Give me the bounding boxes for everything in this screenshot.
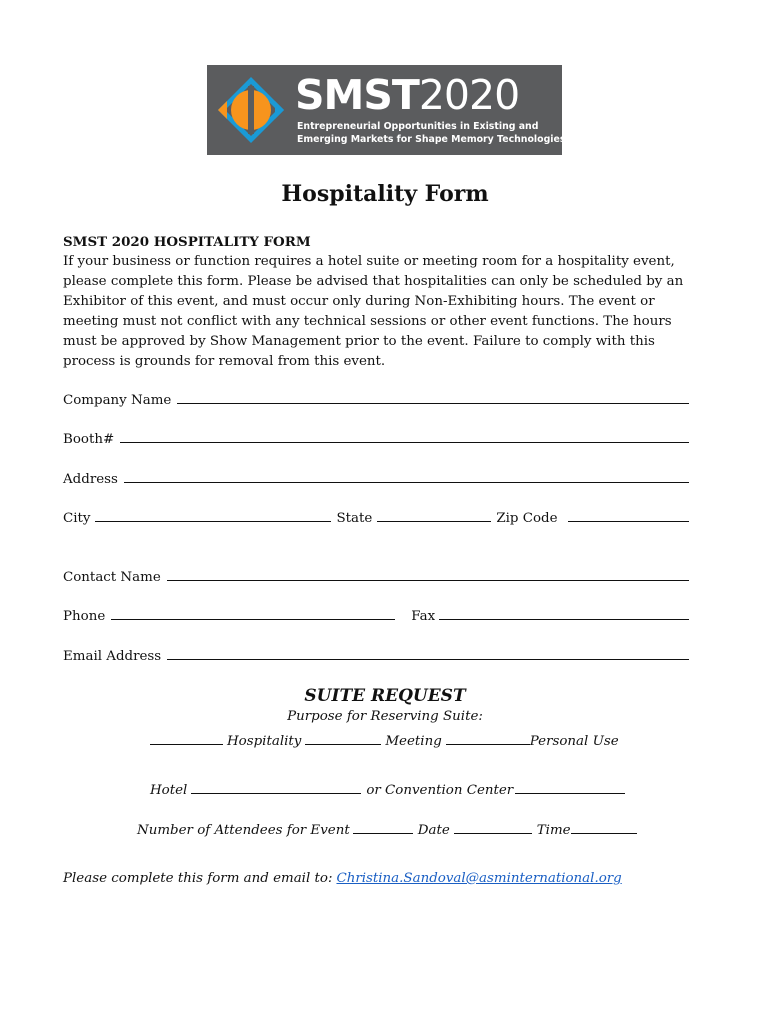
intro-line: Exhibitor of this event, and must occur only during Non-Exhibiting hours. The event or [63, 294, 655, 309]
purpose-options-row [150, 729, 619, 749]
logo-tagline [297, 120, 565, 146]
date-field[interactable] [454, 833, 532, 834]
hotel-row [150, 778, 625, 798]
date-label: Date [417, 823, 450, 838]
personal-use-field[interactable] [446, 744, 530, 745]
logo-title: SMST2020 [295, 71, 520, 119]
fax-field[interactable] [439, 619, 689, 620]
contact-name-field[interactable] [167, 580, 689, 581]
time-field[interactable] [571, 833, 637, 834]
meeting-field[interactable] [305, 744, 381, 745]
hotel-field[interactable] [191, 793, 361, 794]
logo-tagline-line-2: Emerging Markets for Shape Memory Technologies [297, 134, 566, 145]
phone-fax-row [63, 604, 689, 624]
purpose-label: Purpose for Reserving Suite: [287, 709, 483, 724]
contact-email-link[interactable]: Christina.Sandoval@asminternational.org [336, 871, 622, 886]
address-row [63, 467, 689, 487]
city-state-zip-row [63, 506, 689, 526]
state-field[interactable] [377, 521, 491, 522]
fax-label: Fax [411, 609, 436, 624]
time-label: Time [536, 823, 571, 838]
intro-line: If your business or function requires a hotel suite or meeting room for a hospitality event, [63, 254, 675, 269]
email-address-label: Email Address [63, 649, 162, 664]
attendees-label: Number of Attendees for Event [137, 823, 350, 838]
logo-tagline-line-1: Entrepreneurial Opportunities in Existing and [297, 121, 539, 132]
booth-label: Booth# [63, 432, 115, 447]
company-name-row [63, 388, 689, 408]
footer-row [63, 866, 622, 886]
attendees-field[interactable] [353, 833, 413, 834]
intro-line: process is grounds for removal from this event. [63, 354, 386, 369]
city-label: City [63, 511, 91, 526]
contact-name-label: Contact Name [63, 570, 161, 585]
footer-text: Please complete this form and email to: [63, 871, 333, 886]
hospitality-label: Hospitality [227, 734, 302, 749]
email-address-row [63, 644, 689, 664]
company-name-label: Company Name [63, 393, 172, 408]
city-field[interactable] [95, 521, 331, 522]
phone-field[interactable] [111, 619, 395, 620]
suite-request-title: SUITE REQUEST [304, 686, 466, 706]
address-field[interactable] [124, 482, 689, 483]
contact-name-row [63, 565, 689, 585]
zip-code-label: Zip Code [496, 511, 558, 526]
meeting-label: Meeting [385, 734, 442, 749]
logo-emblem-icon [215, 74, 287, 146]
intro-paragraph [63, 232, 713, 372]
company-name-field[interactable] [177, 403, 689, 404]
intro-heading: SMST 2020 HOSPITALITY FORM [63, 234, 311, 250]
state-label: State [336, 511, 373, 526]
intro-line: must be approved by Show Management prior to the event. Failure to comply with this [63, 334, 655, 349]
page-title: Hospitality Form [281, 181, 489, 207]
smst-logo [207, 65, 566, 155]
phone-label: Phone [63, 609, 106, 624]
address-label: Address [63, 472, 118, 487]
intro-line: meeting must not conflict with any technical sessions or other event functions. The hours [63, 314, 672, 329]
personal-use-label: Personal Use [529, 734, 619, 749]
intro-line: please complete this form. Please be advised that hospitalities can only be scheduled by an [63, 274, 684, 289]
zip-code-field[interactable] [568, 521, 689, 522]
convention-center-label: or Convention Center [366, 783, 514, 798]
email-address-field[interactable] [167, 659, 689, 660]
hospitality-field[interactable] [150, 744, 223, 745]
booth-field[interactable] [120, 442, 689, 443]
convention-center-field[interactable] [515, 793, 625, 794]
hotel-label: Hotel [150, 783, 188, 798]
attendees-row [137, 818, 637, 838]
booth-row [63, 427, 689, 447]
